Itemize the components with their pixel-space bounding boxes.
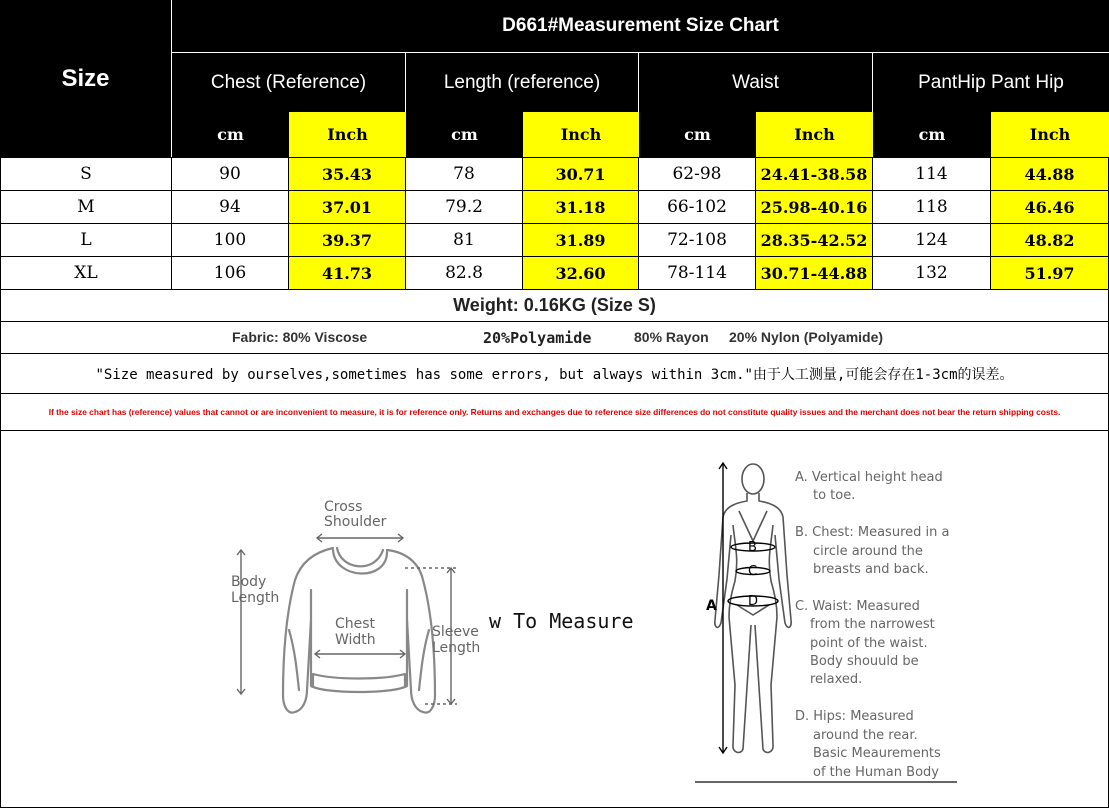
- group-header-waist: [639, 53, 873, 112]
- unit-cm-length: [406, 112, 523, 157]
- waist-inch-cell: 30.71-44.88: [756, 257, 873, 290]
- disclaimer-text: If the size chart has (reference) values that cannot or are inconvenient to measure, it is for reference only. Returns and exchanges due to reference size differences do not constitute quality issues and the merchant does not bear the return shipping costs.: [48, 407, 1061, 417]
- hip-cm-cell: 132: [873, 257, 991, 290]
- note-b-line: B. Chest: Measured in a: [795, 525, 950, 540]
- measurement-note-row: [0, 354, 1109, 394]
- sleeve-length-label: Sleeve: [432, 624, 479, 640]
- fabric-row: [0, 322, 1109, 354]
- size-table-body: [0, 157, 1109, 289]
- waist-inch-cell: 24.41-38.58: [756, 158, 873, 191]
- body-length-label: Body: [231, 574, 267, 590]
- chest-width-label: Width: [335, 632, 376, 648]
- group-label-waist: Waist: [732, 71, 779, 93]
- hip-inch-cell: 46.46: [991, 191, 1109, 224]
- waist-cm-cell: 62-98: [639, 158, 756, 191]
- chart-title-cell: [172, 0, 1109, 53]
- group-header-length: [406, 53, 639, 112]
- note-c-line: from the narrowest: [810, 617, 935, 632]
- cross-shoulder-label: Shoulder: [324, 514, 387, 530]
- weight-text: Weight: 0.16KG (Size S): [453, 294, 656, 315]
- disclaimer-row: [0, 394, 1109, 431]
- length-inch-cell: 31.89: [523, 224, 639, 257]
- fabric-text-4: 20% Nylon (Polyamide): [729, 329, 884, 345]
- hip-inch-cell: 51.97: [991, 257, 1109, 290]
- length-cm-cell: 78: [406, 158, 523, 191]
- group-label-length: Length (reference): [443, 71, 601, 93]
- unit-cm-waist: [639, 112, 756, 157]
- unit-inch-waist: [756, 112, 873, 157]
- chest-cm-cell: 100: [172, 224, 289, 257]
- marker-c: C: [748, 564, 758, 579]
- size-header-label: Size: [61, 64, 110, 92]
- length-cm-cell: 79.2: [406, 191, 523, 224]
- sleeve-length-label: Length: [432, 640, 481, 656]
- note-a-line: A. Vertical height head: [795, 470, 943, 485]
- chest-cm-cell: 106: [172, 257, 289, 290]
- weight-row: [0, 289, 1109, 322]
- group-header-hip: [873, 53, 1109, 112]
- note-d-line: Basic Meaurements: [813, 746, 941, 761]
- body-diagram: [695, 455, 965, 785]
- size-header-cell: [0, 0, 172, 157]
- unit-label: Inch: [560, 125, 602, 144]
- fabric-text-1: Fabric: 80% Viscose: [232, 329, 368, 345]
- unit-inch-chest: [289, 112, 406, 157]
- body-notes: [795, 470, 949, 780]
- marker-d: D: [748, 594, 759, 609]
- note-d-line: around the rear.: [813, 728, 918, 743]
- note-b-line: circle around the: [813, 544, 923, 559]
- table-row: [1, 158, 1109, 191]
- group-header-chest: [172, 53, 406, 112]
- hip-inch-cell: 48.82: [991, 224, 1109, 257]
- waist-cm-cell: 66-102: [639, 191, 756, 224]
- measurement-note: "Size measured by ourselves,sometimes has some errors, but always within 3cm."由于人工测量,可能会存在1-3cm的误差。: [95, 366, 1014, 383]
- unit-cm-hip: [873, 112, 991, 157]
- chest-width-label: Chest: [335, 616, 376, 632]
- note-a-line: to toe.: [813, 488, 856, 503]
- body-length-label: Length: [231, 590, 280, 606]
- unit-label: Inch: [1029, 125, 1071, 144]
- fabric-text-3: 80% Rayon: [634, 329, 709, 345]
- marker-b: B: [748, 540, 757, 555]
- hip-cm-cell: 124: [873, 224, 991, 257]
- unit-label: cm: [217, 125, 244, 144]
- hip-cm-cell: 118: [873, 191, 991, 224]
- note-c-line: relaxed.: [810, 672, 863, 687]
- size-cell: S: [1, 158, 172, 191]
- marker-a: A: [706, 598, 717, 614]
- waist-cm-cell: 78-114: [639, 257, 756, 290]
- unit-label: cm: [451, 125, 478, 144]
- group-label-hip: PantHip Pant Hip: [918, 71, 1064, 93]
- table-row: [1, 224, 1109, 257]
- garment-diagram: [225, 490, 487, 730]
- chest-inch-cell: 39.37: [289, 224, 406, 257]
- note-c-line: C. Waist: Measured: [795, 599, 920, 614]
- note-d-line: of the Human Body: [813, 765, 939, 780]
- chart-title: D661#Measurement Size Chart: [502, 15, 779, 36]
- unit-inch-length: [523, 112, 639, 157]
- unit-label: cm: [918, 125, 946, 144]
- table-row: [1, 191, 1109, 224]
- chest-cm-cell: 94: [172, 191, 289, 224]
- how-to-measure-label: w To Measure: [489, 609, 634, 633]
- unit-label: Inch: [327, 125, 368, 144]
- unit-inch-hip: [991, 112, 1109, 157]
- note-b-line: breasts and back.: [813, 562, 929, 577]
- size-cell: L: [1, 224, 172, 257]
- chest-inch-cell: 35.43: [289, 158, 406, 191]
- length-cm-cell: 81: [406, 224, 523, 257]
- hip-cm-cell: 114: [873, 158, 991, 191]
- size-cell: XL: [1, 257, 172, 290]
- chest-inch-cell: 37.01: [289, 191, 406, 224]
- unit-cm-chest: [172, 112, 289, 157]
- chest-inch-cell: 41.73: [289, 257, 406, 290]
- length-inch-cell: 32.60: [523, 257, 639, 290]
- unit-label: Inch: [794, 125, 835, 144]
- cross-shoulder-label: Cross: [324, 499, 363, 515]
- length-inch-cell: 31.18: [523, 191, 639, 224]
- chest-cm-cell: 90: [172, 158, 289, 191]
- note-d-line: D. Hips: Measured: [795, 709, 914, 724]
- table-row: [1, 257, 1109, 290]
- note-c-line: point of the waist.: [810, 636, 928, 651]
- note-c-line: Body shouuld be: [810, 654, 919, 669]
- waist-inch-cell: 25.98-40.16: [756, 191, 873, 224]
- unit-label: cm: [684, 125, 711, 144]
- fabric-text-2: 20%Polyamide: [483, 329, 592, 347]
- hip-inch-cell: 44.88: [991, 158, 1109, 191]
- waist-inch-cell: 28.35-42.52: [756, 224, 873, 257]
- size-cell: M: [1, 191, 172, 224]
- length-cm-cell: 82.8: [406, 257, 523, 290]
- waist-cm-cell: 72-108: [639, 224, 756, 257]
- length-inch-cell: 30.71: [523, 158, 639, 191]
- group-label-chest: Chest (Reference): [210, 71, 367, 93]
